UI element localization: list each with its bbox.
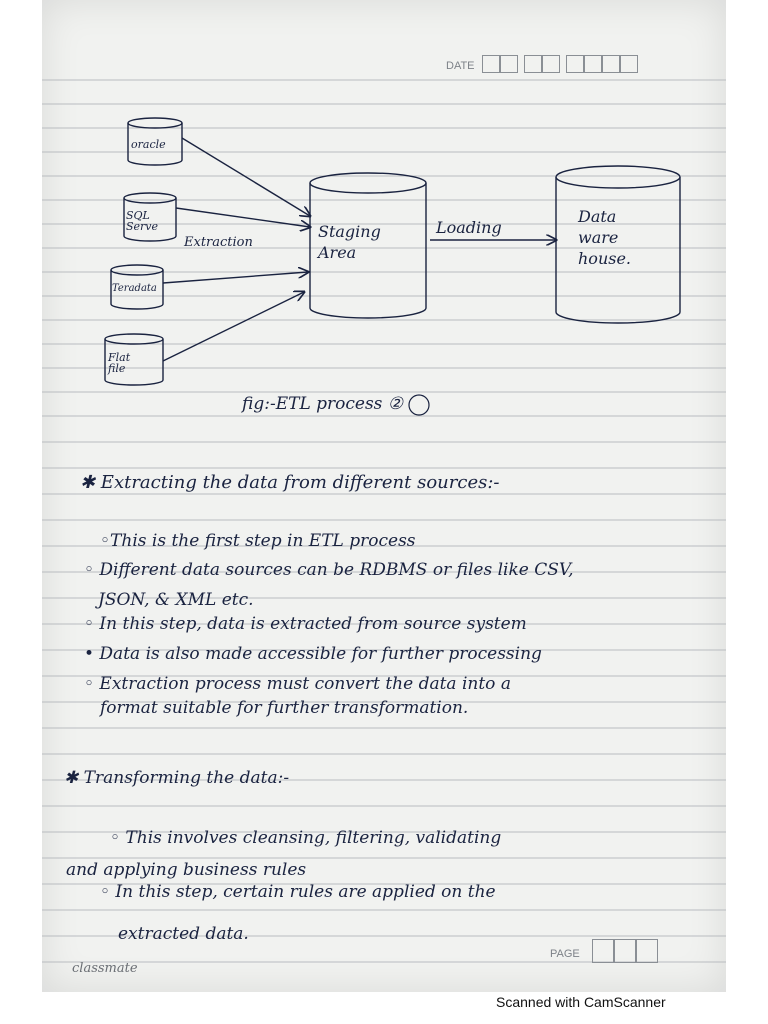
source-flatfile-label: Flat file [108,351,131,375]
arrow-flatfile [163,292,304,361]
source-oracle-label: oracle [131,138,166,151]
arrow-teradata [163,272,308,283]
bullet-first-step: ◦This is the first step in ETL process [100,531,416,551]
page-label: PAGE [550,948,580,960]
bullet-data-sources-cont: JSON, & XML etc. [98,590,254,610]
arrow-oracle [182,138,310,216]
date-label: DATE [446,60,475,72]
heading-extracting: ✱ Extracting the data from different sources:- [80,472,500,493]
bullet-rules-applied-cont: extracted data. [118,924,249,944]
page-boxes [592,939,662,963]
notebook-page [42,0,726,992]
bullet-cleansing: ◦ This involves cleansing, filtering, validating [110,828,502,848]
source-sql-label: SQL Serve [126,209,159,233]
bullet-cleansing-cont: and applying business rules [66,860,307,880]
arrow-sql [176,208,310,227]
bullet-accessible: • Data is also made accessible for further processing [84,644,542,664]
bullet-convert-format-cont: format suitable for further transformation. [100,698,469,718]
extraction-label: Extraction [184,235,253,250]
source-teradata-label: Teradata [112,283,157,294]
staging-area-label: Staging Area [318,222,381,262]
bullet-data-sources: ◦ Different data sources can be RDBMS or files like CSV, [84,560,574,580]
data-warehouse-label: Data ware house. [578,207,632,268]
loading-label: Loading [436,218,502,237]
classmate-logo: classmate [72,961,138,976]
bullet-convert-format: ◦ Extraction process must convert the data into a [84,674,511,694]
heading-transforming: ✱ Transforming the data:- [64,768,290,788]
bullet-rules-applied: ◦ In this step, certain rules are applied on the [100,882,496,902]
figure-caption: fig:-ETL process ② [242,394,404,414]
bullet-extracted-source: ◦ In this step, data is extracted from source system [84,614,527,634]
scanner-footer: Scanned with CamScanner [496,994,666,1010]
